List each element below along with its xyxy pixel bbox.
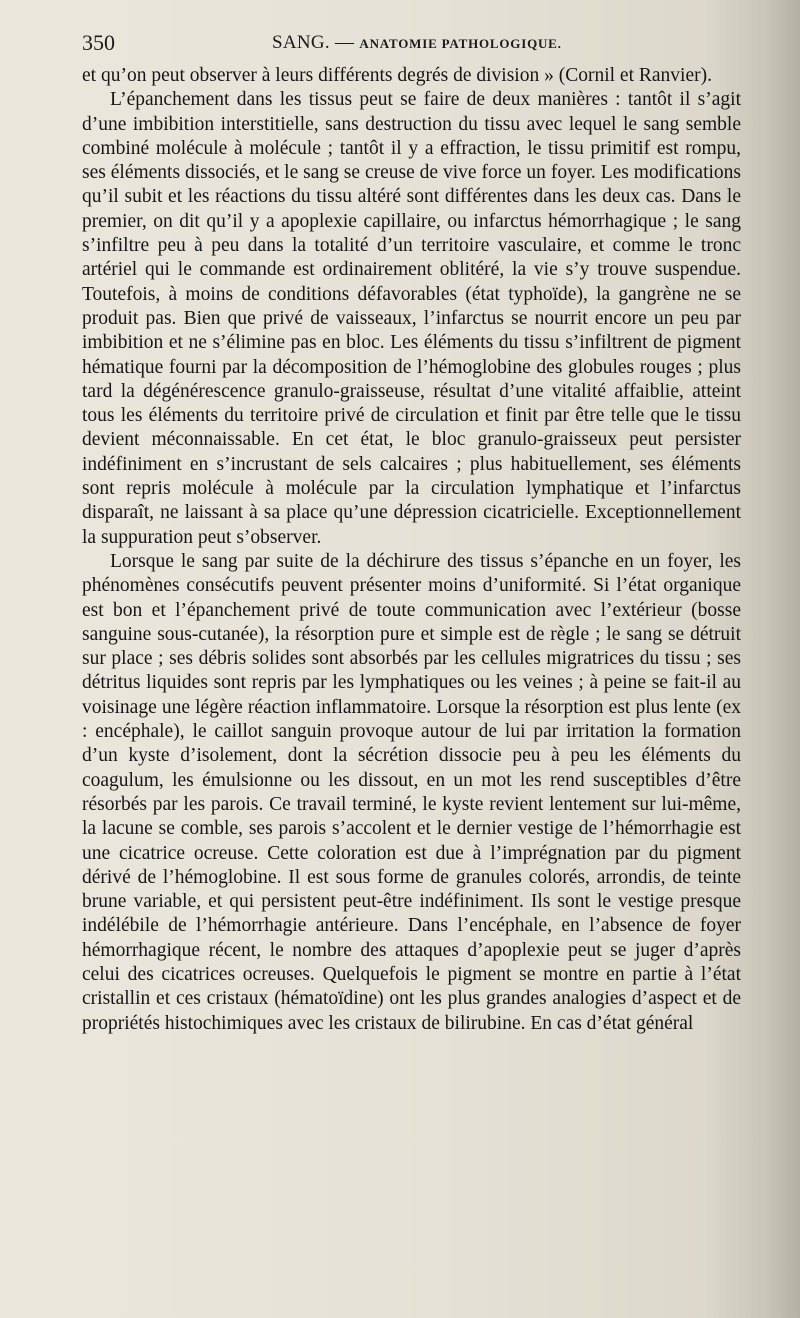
running-head-dash: — <box>335 32 355 53</box>
paragraph-foyer: Lorsque le sang par suite de la déchirure des tissus s’épanche en un foyer, les phénomènes consécutifs peuvent présenter moins d’uniformité. Si l’état organique est bon et l’épanchement privé de toute communication avec l’extérieur (bosse sanguine sous-cutanée), la résorption pure et simple est de règle ; le sang se détruit sur place ; ses débris solides sont absorbés par les cellules migratrices du tissu ; ses détritus liquides sont repris par les lymphatiques ou les veines ; à peine se fait-il au voisinage une légère réaction inflammatoire. Lorsque la résorption est plus lente (ex : encéphale), le caillot sanguin provoque autour de lui par irritation la formation d’un kyste d’isolement, dont la sécrétion dissocie peu à peu les éléments du coagulum, les émulsionne ou les dissout, en un mot les rend susceptibles d’être résorbés par les parois. Ce travail terminé, le kyste revient lentement sur lui-même, la lacune se comble, ses parois s’accolent et le dernier vestige de l’hémorrhagie est une cicatrice ocreuse. Cette coloration est due à l’imprégnation par du pigment dérivé de l’hémoglobine. Il est sous forme de granules colorés, arrondis, de teinte brune variable, et qui persistent peut-être indéfiniment. Ils sont le vestige presque indélébile de l’hémorrhagie antérieure. Dans l’encéphale, en l’absence de foyer hémorrhagique récent, le nombre des attaques d’apoplexie peut se juger d’après celui des cicatrices ocreuses. Quelquefois le pigment se montre en partie à l’état cristallin et ces cristaux (hématoïdine) ont les plus grandes analogies d’aspect et de propriétés histochimiques avec les cristaux de bilirubine. En cas d’état général <box>82 550 741 1034</box>
page-header <box>82 30 742 60</box>
running-head <box>272 32 562 54</box>
running-head-subtitle: ANATOMIE PATHOLOGIQUE. <box>359 36 562 51</box>
paragraph-continuation: et qu’on peut observer à leurs différents degrés de division » (Cornil et Ranvier). <box>82 65 712 86</box>
page-number: 350 <box>82 30 115 55</box>
body-text <box>82 64 741 1036</box>
paragraph-epanchement: L’épanchement dans les tissus peut se faire de deux manières : tantôt il s’agit d’une imbibition interstitielle, sans destruction du tissu avec lequel le sang semble combiné molécule à molécule ; tantôt il y a effraction, le tissu primitif est rompu, ses éléments dissociés, et le sang se creuse de vive force un foyer. Les modifications qu’il subit et les réactions du tissu altéré sont différentes dans les deux cas. Dans le premier, on dit qu’il y a apoplexie capillaire, ou infarctus hémorrhagique ; le sang s’infiltre peu à peu dans la totalité d’un territoire vasculaire, et comme le tronc artériel qui le commande est ordinairement oblitéré, la vie s’y trouve suspendue. Toutefois, à moins de conditions défavorables (état typhoïde), la gangrène ne se produit pas. Bien que privé de vaisseaux, l’infarctus se nourrit encore un peu par imbibition et ne s’élimine pas en bloc. Les éléments du tissu s’infiltrent de pigment hématique fourni par la décomposition de l’hémoglobine des globules rouges ; plus tard la dégénérescence granulo-graisseuse, résultat d’une vitalité affaiblie, atteint tous les éléments du territoire privé de circulation et finit par être telle que le tissu devient méconnaissable. En cet état, le bloc granulo-graisseux peut persister indéfiniment en s’incrustant de sels calcaires ; plus habituellement, ses éléments sont repris molécule à molécule par la circulation lymphatique et l’infarctus disparaît, ne laissant à sa place qu’une dépression cicatricielle. Exceptionnellement la suppuration peut s’observer. <box>82 89 741 548</box>
running-head-title: SANG. <box>272 32 330 53</box>
